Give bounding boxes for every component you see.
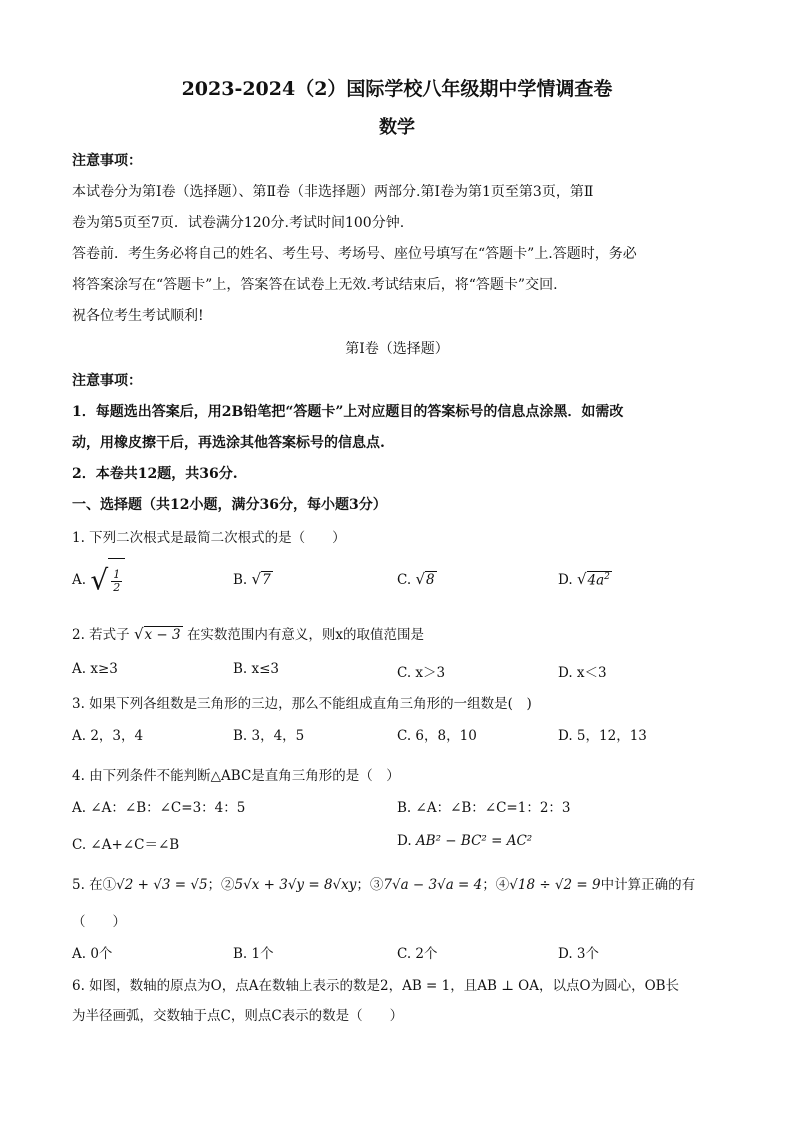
notice-line-5: 祝各位考生考试顺利! bbox=[72, 308, 204, 324]
q5-expr-4: √18 ÷ √2 = 9 bbox=[509, 877, 601, 893]
q1-option-d-label: D. bbox=[558, 572, 573, 588]
section-heading: 一、选择题（共12小题，满分36分，每小题3分） bbox=[72, 497, 387, 513]
q1-option-b-label: B. bbox=[233, 572, 248, 588]
q1-option-a-label: A. bbox=[72, 572, 87, 588]
q1-d-base: 4a bbox=[587, 572, 605, 588]
question-1-stem: 1. 下列二次根式是最简二次根式的是（ ） bbox=[72, 530, 346, 546]
radical-sign: √ bbox=[415, 570, 425, 588]
q1-b-radicand: 7 bbox=[262, 572, 271, 588]
q1-a-radicand bbox=[108, 558, 125, 603]
q3-option-a: A. 2，3，4 bbox=[72, 728, 144, 744]
q4-option-d-expression: AB² − BC² = AC² bbox=[415, 833, 533, 849]
q1-c-radicand: 8 bbox=[426, 572, 435, 588]
q4-option-b: B. ∠A：∠B：∠C=1：2：3 bbox=[397, 800, 571, 816]
q1-option-a bbox=[72, 558, 125, 598]
q1-a-denominator: 2 bbox=[113, 581, 121, 594]
q1-option-b bbox=[233, 570, 273, 588]
radical-sign: √ bbox=[133, 625, 144, 643]
q5-stem-pre: 5. 在① bbox=[72, 877, 117, 893]
q2-stem-pre: 2. 若式子 bbox=[72, 627, 130, 643]
radical-sign: √ bbox=[90, 563, 109, 597]
q2-option-d: D. x＜3 bbox=[558, 665, 607, 681]
q5-sep-3: ；④ bbox=[482, 877, 510, 893]
q4-option-d bbox=[397, 833, 532, 849]
q2-stem-post: 在实数范围内有意义，则x的取值范围是 bbox=[186, 627, 425, 643]
notice-line-3: 答卷前．考生务必将自己的姓名、考生号、考场号、座位号填写在“答题卡”上.答题时，务必 bbox=[72, 246, 637, 262]
question-2-stem bbox=[72, 623, 424, 643]
q5-option-a: A. 0个 bbox=[72, 946, 113, 962]
notice-line-4: 将答案涂写在“答题卡”上，答案答在试卷上无效.考试结束后，将“答题卡”交回. bbox=[72, 277, 558, 293]
notice-line-2: 卷为第5页至7页．试卷满分120分.考试时间100分钟. bbox=[72, 215, 405, 231]
part1-item-2: 2．本卷共12题，共36分. bbox=[72, 466, 238, 482]
radical-sign: √ bbox=[251, 570, 262, 588]
q5-expr-1: √2 + √3 = √5 bbox=[116, 877, 208, 893]
q1-option-c-label: C. bbox=[397, 572, 412, 588]
q1-option-d bbox=[558, 570, 612, 588]
q5-answer-paren: （ ） bbox=[72, 914, 126, 930]
question-4-stem: 4. 由下列条件不能判断△ABC是直角三角形的是（ ） bbox=[72, 768, 400, 784]
question-5-stem bbox=[72, 873, 695, 893]
q2-option-b: B. x≤3 bbox=[233, 661, 280, 677]
exam-subject: 数学 bbox=[379, 117, 415, 138]
q5-option-c: C. 2个 bbox=[397, 946, 438, 962]
q3-option-b: B. 3，4，5 bbox=[233, 728, 305, 744]
q3-option-d: D. 5，12，13 bbox=[558, 728, 647, 744]
exam-title: 2023-2024（2）国际学校八年级期中学情调查卷 bbox=[181, 78, 613, 100]
q4-option-d-label: D. bbox=[397, 833, 412, 849]
q5-stem-post: 中计算正确的有 bbox=[600, 877, 696, 893]
part1-item-1-line-2: 动，用橡皮擦干后，再选涂其他答案标号的信息点. bbox=[72, 435, 385, 451]
q1-option-c bbox=[397, 570, 437, 588]
q2-option-c: C. x＞3 bbox=[397, 665, 446, 681]
question-3-stem: 3. 如果下列各组数是三角形的三边，那么不能组成直角三角形的一组数是( ) bbox=[72, 696, 532, 712]
part1-notice-heading: 注意事项： bbox=[72, 373, 142, 389]
q4-option-c: C. ∠A+∠C＝∠B bbox=[72, 837, 180, 853]
q1-a-numerator: 1 bbox=[113, 568, 121, 581]
q2-radicand: x − 3 bbox=[144, 627, 181, 643]
q5-sep-1: ；② bbox=[207, 877, 235, 893]
part1-item-1-line-1: 1．每题选出答案后，用2B铅笔把“答题卡”上对应题目的答案标号的信息点涂黑．如需改 bbox=[72, 404, 624, 420]
notice-line-1: 本试卷分为第Ⅰ卷（选择题）、第Ⅱ卷（非选择题）两部分.第Ⅰ卷为第1页至第3页，第Ⅱ bbox=[72, 184, 594, 200]
q5-expr-2: 5√x + 3√y = 8√xy bbox=[234, 877, 357, 893]
question-6-line-2: 为半径画弧，交数轴于点C，则点C表示的数是（ ） bbox=[72, 1008, 404, 1024]
q4-option-a: A. ∠A：∠B：∠C=3：4：5 bbox=[72, 800, 246, 816]
q1-d-exponent: 2 bbox=[604, 571, 610, 582]
q5-option-d: D. 3个 bbox=[558, 946, 600, 962]
q1-d-radicand bbox=[587, 571, 612, 589]
q2-option-a: A. x≥3 bbox=[72, 661, 118, 677]
q3-option-c: C. 6，8，10 bbox=[397, 728, 477, 744]
q5-option-b: B. 1个 bbox=[233, 946, 274, 962]
notice-heading: 注意事项： bbox=[72, 153, 142, 169]
radical-sign: √ bbox=[576, 570, 587, 588]
q5-sep-2: ；③ bbox=[356, 877, 384, 893]
part1-title: 第Ⅰ卷（选择题） bbox=[345, 341, 449, 357]
question-6-line-1: 6. 如图，数轴的原点为O，点A在数轴上表示的数是2，AB = 1，且AB ⊥ OA，以点O为圆心，OB长 bbox=[72, 978, 680, 994]
q5-expr-3: 7√a − 3√a = 4 bbox=[383, 877, 483, 893]
